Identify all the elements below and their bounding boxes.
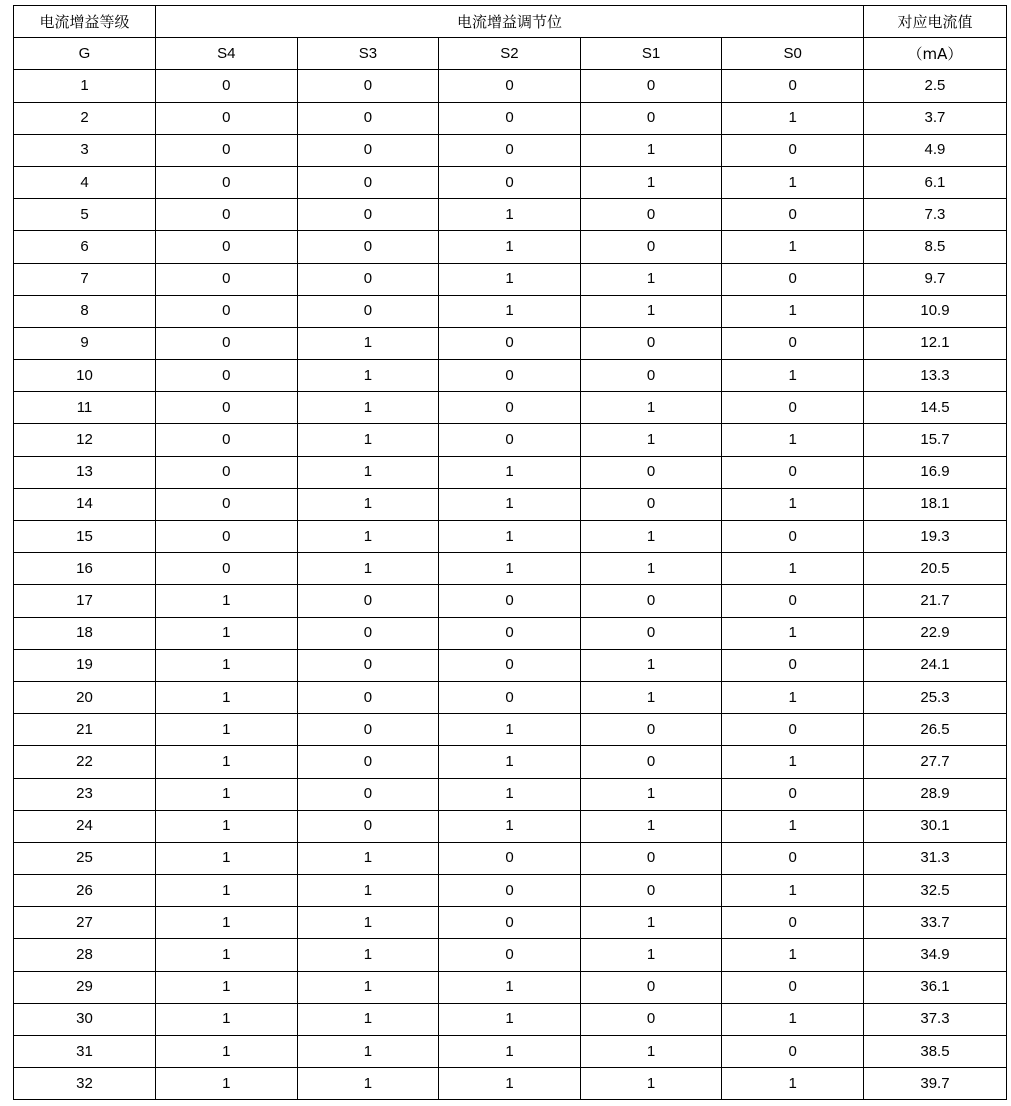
header-bit-s2: S2 bbox=[439, 38, 581, 70]
cell-s1: 0 bbox=[580, 456, 722, 488]
cell-current: 34.9 bbox=[863, 939, 1006, 971]
cell-s4: 1 bbox=[156, 1036, 298, 1068]
cell-level: 13 bbox=[14, 456, 156, 488]
cell-s1: 1 bbox=[580, 263, 722, 295]
cell-s1: 1 bbox=[580, 907, 722, 939]
cell-current: 30.1 bbox=[863, 810, 1006, 842]
cell-level: 9 bbox=[14, 327, 156, 359]
cell-current: 16.9 bbox=[863, 456, 1006, 488]
cell-s3: 1 bbox=[297, 842, 439, 874]
cell-s1: 0 bbox=[580, 714, 722, 746]
cell-current: 20.5 bbox=[863, 553, 1006, 585]
header-current: 对应电流值 bbox=[863, 6, 1006, 38]
table-row bbox=[14, 1003, 1007, 1035]
cell-s1: 0 bbox=[580, 231, 722, 263]
cell-s1: 1 bbox=[580, 521, 722, 553]
cell-s3: 1 bbox=[297, 456, 439, 488]
table-header bbox=[14, 6, 1007, 70]
cell-s4: 1 bbox=[156, 810, 298, 842]
cell-s0: 1 bbox=[722, 553, 864, 585]
cell-s0: 1 bbox=[722, 617, 864, 649]
cell-s0: 1 bbox=[722, 295, 864, 327]
cell-level: 26 bbox=[14, 875, 156, 907]
table-row bbox=[14, 746, 1007, 778]
cell-s3: 1 bbox=[297, 939, 439, 971]
cell-level: 27 bbox=[14, 907, 156, 939]
cell-s4: 0 bbox=[156, 456, 298, 488]
cell-current: 10.9 bbox=[863, 295, 1006, 327]
cell-s3: 1 bbox=[297, 488, 439, 520]
cell-current: 7.3 bbox=[863, 199, 1006, 231]
table-row bbox=[14, 456, 1007, 488]
cell-s0: 0 bbox=[722, 521, 864, 553]
cell-s4: 0 bbox=[156, 70, 298, 102]
cell-s3: 1 bbox=[297, 907, 439, 939]
cell-s2: 0 bbox=[439, 392, 581, 424]
cell-s3: 1 bbox=[297, 971, 439, 1003]
cell-s1: 1 bbox=[580, 295, 722, 327]
cell-current: 33.7 bbox=[863, 907, 1006, 939]
header-row-1 bbox=[14, 6, 1007, 38]
cell-s1: 0 bbox=[580, 488, 722, 520]
cell-level: 1 bbox=[14, 70, 156, 102]
cell-s0: 0 bbox=[722, 907, 864, 939]
header-level: 电流增益等级 bbox=[14, 6, 156, 38]
cell-current: 38.5 bbox=[863, 1036, 1006, 1068]
cell-s3: 1 bbox=[297, 424, 439, 456]
cell-s2: 0 bbox=[439, 842, 581, 874]
cell-s2: 1 bbox=[439, 199, 581, 231]
cell-s3: 0 bbox=[297, 617, 439, 649]
cell-s0: 0 bbox=[722, 971, 864, 1003]
cell-level: 24 bbox=[14, 810, 156, 842]
cell-level: 4 bbox=[14, 166, 156, 198]
cell-s2: 1 bbox=[439, 488, 581, 520]
cell-s4: 1 bbox=[156, 746, 298, 778]
cell-level: 3 bbox=[14, 134, 156, 166]
cell-current: 18.1 bbox=[863, 488, 1006, 520]
cell-current: 19.3 bbox=[863, 521, 1006, 553]
table-row bbox=[14, 778, 1007, 810]
cell-current: 8.5 bbox=[863, 231, 1006, 263]
cell-current: 4.9 bbox=[863, 134, 1006, 166]
cell-s3: 0 bbox=[297, 70, 439, 102]
table-row bbox=[14, 553, 1007, 585]
cell-s3: 1 bbox=[297, 553, 439, 585]
table-row bbox=[14, 521, 1007, 553]
cell-s2: 0 bbox=[439, 424, 581, 456]
cell-level: 14 bbox=[14, 488, 156, 520]
cell-s0: 0 bbox=[722, 199, 864, 231]
table-row bbox=[14, 166, 1007, 198]
cell-s1: 1 bbox=[580, 134, 722, 166]
cell-s2: 1 bbox=[439, 714, 581, 746]
cell-s2: 1 bbox=[439, 553, 581, 585]
cell-s4: 1 bbox=[156, 875, 298, 907]
header-current-unit: （mA） bbox=[863, 38, 1006, 70]
cell-s4: 1 bbox=[156, 1068, 298, 1100]
cell-s0: 0 bbox=[722, 134, 864, 166]
header-bit-s1: S1 bbox=[580, 38, 722, 70]
cell-s4: 0 bbox=[156, 231, 298, 263]
gain-table bbox=[13, 5, 1007, 1100]
cell-s2: 0 bbox=[439, 166, 581, 198]
cell-s3: 0 bbox=[297, 295, 439, 327]
table-row bbox=[14, 263, 1007, 295]
cell-s2: 1 bbox=[439, 263, 581, 295]
cell-s1: 1 bbox=[580, 424, 722, 456]
cell-s4: 0 bbox=[156, 263, 298, 295]
cell-s4: 0 bbox=[156, 553, 298, 585]
cell-s1: 0 bbox=[580, 585, 722, 617]
cell-current: 21.7 bbox=[863, 585, 1006, 617]
cell-current: 3.7 bbox=[863, 102, 1006, 134]
cell-s0: 0 bbox=[722, 70, 864, 102]
table-row bbox=[14, 681, 1007, 713]
header-row-2 bbox=[14, 38, 1007, 70]
cell-s3: 0 bbox=[297, 649, 439, 681]
cell-s2: 0 bbox=[439, 939, 581, 971]
cell-s4: 1 bbox=[156, 585, 298, 617]
cell-s1: 0 bbox=[580, 1003, 722, 1035]
cell-current: 32.5 bbox=[863, 875, 1006, 907]
cell-s0: 1 bbox=[722, 1068, 864, 1100]
cell-level: 19 bbox=[14, 649, 156, 681]
table-row bbox=[14, 875, 1007, 907]
cell-s4: 0 bbox=[156, 360, 298, 392]
cell-s0: 1 bbox=[722, 488, 864, 520]
cell-s1: 0 bbox=[580, 971, 722, 1003]
cell-current: 27.7 bbox=[863, 746, 1006, 778]
cell-s4: 1 bbox=[156, 778, 298, 810]
cell-s3: 0 bbox=[297, 810, 439, 842]
table-row bbox=[14, 327, 1007, 359]
cell-s3: 1 bbox=[297, 1068, 439, 1100]
cell-current: 37.3 bbox=[863, 1003, 1006, 1035]
table-row bbox=[14, 1068, 1007, 1100]
cell-current: 9.7 bbox=[863, 263, 1006, 295]
cell-level: 28 bbox=[14, 939, 156, 971]
table-row bbox=[14, 424, 1007, 456]
cell-s4: 1 bbox=[156, 1003, 298, 1035]
table-row bbox=[14, 392, 1007, 424]
cell-level: 16 bbox=[14, 553, 156, 585]
cell-s1: 1 bbox=[580, 166, 722, 198]
cell-s2: 0 bbox=[439, 907, 581, 939]
cell-s1: 0 bbox=[580, 199, 722, 231]
cell-s3: 0 bbox=[297, 778, 439, 810]
cell-s0: 1 bbox=[722, 939, 864, 971]
table-row bbox=[14, 295, 1007, 327]
cell-s3: 0 bbox=[297, 166, 439, 198]
cell-level: 7 bbox=[14, 263, 156, 295]
cell-s4: 0 bbox=[156, 166, 298, 198]
cell-current: 28.9 bbox=[863, 778, 1006, 810]
cell-s0: 0 bbox=[722, 392, 864, 424]
cell-s2: 0 bbox=[439, 617, 581, 649]
cell-level: 5 bbox=[14, 199, 156, 231]
cell-s1: 0 bbox=[580, 617, 722, 649]
cell-level: 20 bbox=[14, 681, 156, 713]
cell-level: 31 bbox=[14, 1036, 156, 1068]
cell-s3: 1 bbox=[297, 1036, 439, 1068]
cell-level: 21 bbox=[14, 714, 156, 746]
cell-level: 6 bbox=[14, 231, 156, 263]
table-body bbox=[14, 70, 1007, 1100]
cell-level: 29 bbox=[14, 971, 156, 1003]
cell-s2: 1 bbox=[439, 1036, 581, 1068]
cell-level: 10 bbox=[14, 360, 156, 392]
table-row bbox=[14, 617, 1007, 649]
cell-s1: 0 bbox=[580, 746, 722, 778]
cell-current: 31.3 bbox=[863, 842, 1006, 874]
cell-s1: 0 bbox=[580, 70, 722, 102]
cell-s2: 1 bbox=[439, 521, 581, 553]
cell-s2: 0 bbox=[439, 134, 581, 166]
cell-s3: 1 bbox=[297, 360, 439, 392]
cell-s2: 1 bbox=[439, 746, 581, 778]
cell-level: 8 bbox=[14, 295, 156, 327]
cell-s2: 0 bbox=[439, 70, 581, 102]
cell-s2: 1 bbox=[439, 231, 581, 263]
cell-current: 2.5 bbox=[863, 70, 1006, 102]
cell-s3: 1 bbox=[297, 875, 439, 907]
cell-s2: 0 bbox=[439, 102, 581, 134]
table-row bbox=[14, 70, 1007, 102]
cell-s2: 1 bbox=[439, 778, 581, 810]
cell-s2: 0 bbox=[439, 649, 581, 681]
cell-s0: 1 bbox=[722, 166, 864, 198]
cell-s3: 1 bbox=[297, 1003, 439, 1035]
cell-s1: 1 bbox=[580, 1068, 722, 1100]
cell-s4: 0 bbox=[156, 102, 298, 134]
cell-level: 30 bbox=[14, 1003, 156, 1035]
cell-current: 36.1 bbox=[863, 971, 1006, 1003]
cell-s2: 0 bbox=[439, 585, 581, 617]
cell-s0: 1 bbox=[722, 810, 864, 842]
table-row bbox=[14, 102, 1007, 134]
cell-s4: 0 bbox=[156, 392, 298, 424]
cell-s3: 0 bbox=[297, 263, 439, 295]
cell-current: 24.1 bbox=[863, 649, 1006, 681]
cell-s2: 1 bbox=[439, 971, 581, 1003]
table-row bbox=[14, 1036, 1007, 1068]
cell-s0: 0 bbox=[722, 585, 864, 617]
table-row bbox=[14, 649, 1007, 681]
table-row bbox=[14, 488, 1007, 520]
cell-s3: 0 bbox=[297, 199, 439, 231]
table-row bbox=[14, 714, 1007, 746]
cell-current: 39.7 bbox=[863, 1068, 1006, 1100]
cell-s0: 0 bbox=[722, 649, 864, 681]
cell-s0: 1 bbox=[722, 875, 864, 907]
cell-s1: 1 bbox=[580, 553, 722, 585]
cell-s0: 1 bbox=[722, 360, 864, 392]
cell-s1: 0 bbox=[580, 102, 722, 134]
cell-s3: 0 bbox=[297, 231, 439, 263]
cell-s2: 0 bbox=[439, 875, 581, 907]
cell-s0: 0 bbox=[722, 1036, 864, 1068]
cell-s4: 0 bbox=[156, 521, 298, 553]
cell-s1: 0 bbox=[580, 327, 722, 359]
cell-s2: 0 bbox=[439, 327, 581, 359]
table-row bbox=[14, 199, 1007, 231]
cell-s3: 1 bbox=[297, 327, 439, 359]
cell-s4: 1 bbox=[156, 939, 298, 971]
header-bit-s4: S4 bbox=[156, 38, 298, 70]
table-row bbox=[14, 907, 1007, 939]
cell-s4: 1 bbox=[156, 681, 298, 713]
cell-current: 15.7 bbox=[863, 424, 1006, 456]
cell-s1: 1 bbox=[580, 810, 722, 842]
cell-current: 12.1 bbox=[863, 327, 1006, 359]
cell-s3: 0 bbox=[297, 585, 439, 617]
table-row bbox=[14, 810, 1007, 842]
cell-s0: 1 bbox=[722, 1003, 864, 1035]
cell-s0: 0 bbox=[722, 778, 864, 810]
table-row bbox=[14, 231, 1007, 263]
cell-level: 2 bbox=[14, 102, 156, 134]
cell-s4: 1 bbox=[156, 649, 298, 681]
cell-level: 25 bbox=[14, 842, 156, 874]
cell-s4: 1 bbox=[156, 842, 298, 874]
cell-s4: 0 bbox=[156, 327, 298, 359]
cell-s3: 0 bbox=[297, 134, 439, 166]
cell-s2: 1 bbox=[439, 1068, 581, 1100]
cell-s0: 1 bbox=[722, 681, 864, 713]
cell-s2: 1 bbox=[439, 1003, 581, 1035]
cell-s1: 1 bbox=[580, 1036, 722, 1068]
cell-s1: 1 bbox=[580, 392, 722, 424]
cell-s3: 0 bbox=[297, 714, 439, 746]
cell-s1: 1 bbox=[580, 649, 722, 681]
cell-s3: 1 bbox=[297, 521, 439, 553]
cell-s3: 1 bbox=[297, 392, 439, 424]
cell-s0: 0 bbox=[722, 842, 864, 874]
cell-s0: 1 bbox=[722, 231, 864, 263]
table-row bbox=[14, 360, 1007, 392]
cell-s2: 0 bbox=[439, 681, 581, 713]
cell-s1: 1 bbox=[580, 681, 722, 713]
cell-s4: 0 bbox=[156, 488, 298, 520]
cell-s0: 0 bbox=[722, 456, 864, 488]
cell-s2: 1 bbox=[439, 810, 581, 842]
cell-level: 22 bbox=[14, 746, 156, 778]
cell-s4: 0 bbox=[156, 424, 298, 456]
table-row bbox=[14, 134, 1007, 166]
cell-current: 6.1 bbox=[863, 166, 1006, 198]
cell-level: 17 bbox=[14, 585, 156, 617]
table-row bbox=[14, 585, 1007, 617]
header-bits-group: 电流增益调节位 bbox=[156, 6, 864, 38]
cell-s2: 1 bbox=[439, 295, 581, 327]
table-row bbox=[14, 971, 1007, 1003]
cell-s2: 0 bbox=[439, 360, 581, 392]
cell-s3: 0 bbox=[297, 681, 439, 713]
cell-level: 32 bbox=[14, 1068, 156, 1100]
cell-s0: 0 bbox=[722, 327, 864, 359]
cell-s4: 1 bbox=[156, 907, 298, 939]
cell-s3: 0 bbox=[297, 746, 439, 778]
cell-s2: 1 bbox=[439, 456, 581, 488]
cell-s4: 1 bbox=[156, 971, 298, 1003]
cell-s1: 0 bbox=[580, 842, 722, 874]
header-bit-s0: S0 bbox=[722, 38, 864, 70]
table-row bbox=[14, 842, 1007, 874]
cell-current: 14.5 bbox=[863, 392, 1006, 424]
cell-s1: 0 bbox=[580, 360, 722, 392]
cell-level: 12 bbox=[14, 424, 156, 456]
cell-s0: 0 bbox=[722, 714, 864, 746]
cell-current: 22.9 bbox=[863, 617, 1006, 649]
cell-level: 11 bbox=[14, 392, 156, 424]
cell-s4: 0 bbox=[156, 295, 298, 327]
cell-s4: 1 bbox=[156, 617, 298, 649]
header-bit-s3: S3 bbox=[297, 38, 439, 70]
cell-current: 25.3 bbox=[863, 681, 1006, 713]
cell-s1: 0 bbox=[580, 875, 722, 907]
cell-s1: 1 bbox=[580, 939, 722, 971]
cell-s0: 1 bbox=[722, 746, 864, 778]
cell-s4: 1 bbox=[156, 714, 298, 746]
header-level-symbol: G bbox=[14, 38, 156, 70]
cell-s0: 0 bbox=[722, 263, 864, 295]
cell-s4: 0 bbox=[156, 199, 298, 231]
cell-s0: 1 bbox=[722, 102, 864, 134]
cell-s0: 1 bbox=[722, 424, 864, 456]
cell-s4: 0 bbox=[156, 134, 298, 166]
cell-level: 15 bbox=[14, 521, 156, 553]
cell-level: 18 bbox=[14, 617, 156, 649]
cell-s3: 0 bbox=[297, 102, 439, 134]
cell-level: 23 bbox=[14, 778, 156, 810]
cell-current: 13.3 bbox=[863, 360, 1006, 392]
cell-s1: 1 bbox=[580, 778, 722, 810]
table-row bbox=[14, 939, 1007, 971]
cell-current: 26.5 bbox=[863, 714, 1006, 746]
